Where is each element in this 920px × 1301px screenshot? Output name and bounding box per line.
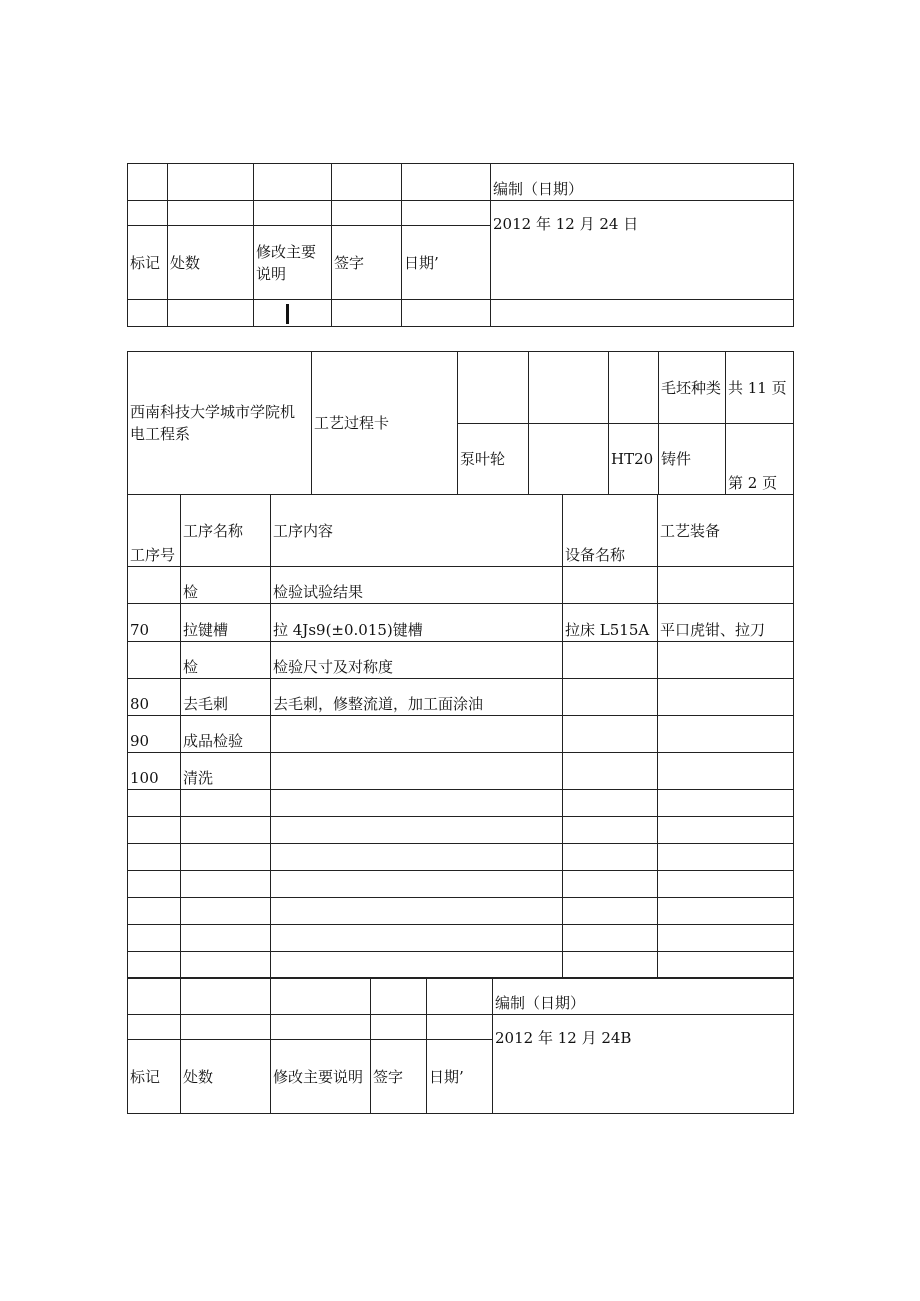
cell — [563, 844, 658, 871]
cell — [254, 164, 332, 201]
cell — [128, 898, 181, 925]
cell — [271, 844, 563, 871]
signoff-table-bottom — [127, 977, 794, 1114]
header-tooling: 工艺装备 — [658, 495, 794, 567]
op-content — [271, 716, 563, 753]
part-name: 泵叶轮 — [458, 424, 529, 495]
op-content: 检验尺寸及对称度 — [271, 642, 563, 679]
op-tooling — [658, 753, 794, 790]
card-title: 工艺过程卡 — [312, 352, 458, 495]
cell — [563, 790, 658, 817]
blank-type: 铸件 — [659, 424, 726, 495]
page-number: 第 2 页 — [726, 424, 794, 495]
cell — [168, 201, 254, 226]
cell — [563, 817, 658, 844]
op-equipment — [563, 642, 658, 679]
cell — [181, 817, 271, 844]
cell — [271, 1015, 371, 1040]
op-name: 清洗 — [181, 753, 271, 790]
header-signature: 签字 — [332, 226, 402, 300]
op-content — [271, 753, 563, 790]
cell — [181, 790, 271, 817]
op-no: 100 — [128, 753, 181, 790]
table-row — [128, 952, 794, 979]
compile-date-value: 2012 年 12 月 24B — [495, 1029, 632, 1047]
header-equipment: 设备名称 — [563, 495, 658, 567]
compile-date-label: 编制（日期） — [491, 164, 794, 201]
cell — [168, 300, 254, 327]
cell — [332, 164, 402, 201]
cell — [271, 817, 563, 844]
cell — [128, 1015, 181, 1040]
cell — [181, 925, 271, 952]
cell — [254, 300, 332, 327]
table-row — [128, 753, 794, 790]
op-tooling: 平口虎钳、拉刀 — [658, 604, 794, 642]
cell — [128, 790, 181, 817]
cell — [529, 352, 609, 424]
cell — [658, 790, 794, 817]
cell — [491, 300, 794, 327]
op-no: 70 — [128, 604, 181, 642]
table-row — [128, 817, 794, 844]
op-tooling — [658, 679, 794, 716]
op-name: 拉键槽 — [181, 604, 271, 642]
compile-date — [491, 201, 794, 300]
header-mark: 标记 — [128, 226, 168, 300]
cell — [128, 300, 168, 327]
table-row — [128, 642, 794, 679]
cell — [128, 871, 181, 898]
header-date: 日期’ — [402, 226, 491, 300]
cell — [563, 952, 658, 979]
cell — [371, 1015, 427, 1040]
header-signature: 签字 — [371, 1040, 427, 1114]
header-mark: 标记 — [128, 1040, 181, 1114]
header-date: 日期’ — [427, 1040, 493, 1114]
op-tooling — [658, 567, 794, 604]
op-tooling — [658, 642, 794, 679]
cell — [658, 844, 794, 871]
material: HT20 — [609, 424, 659, 495]
signoff-table-top — [127, 163, 794, 327]
cell — [181, 898, 271, 925]
header-op-name: 工序名称 — [181, 495, 271, 567]
cell — [402, 201, 491, 226]
cell — [563, 871, 658, 898]
total-pages: 共 11 页 — [726, 352, 794, 424]
header-count: 处数 — [168, 226, 254, 300]
cell — [658, 871, 794, 898]
cell — [181, 978, 271, 1015]
op-equipment: 拉床 L515A — [563, 604, 658, 642]
compile-date-label: 编制（日期） — [493, 978, 794, 1015]
cell — [271, 952, 563, 979]
header-op-content: 工序内容 — [271, 495, 563, 567]
op-no: 90 — [128, 716, 181, 753]
op-equipment — [563, 716, 658, 753]
process-table — [127, 494, 794, 979]
op-no — [128, 567, 181, 604]
cell — [271, 871, 563, 898]
op-name: 检 — [181, 642, 271, 679]
compile-date-value: 2012 年 12 月 24 日 — [493, 215, 639, 233]
cell — [529, 424, 609, 495]
cell — [563, 925, 658, 952]
table-row — [128, 567, 794, 604]
cell — [658, 952, 794, 979]
op-tooling — [658, 716, 794, 753]
compile-date — [493, 1015, 794, 1114]
op-name: 检 — [181, 567, 271, 604]
header-count: 处数 — [181, 1040, 271, 1114]
cell — [271, 898, 563, 925]
header-op-no: 工序号 — [128, 495, 181, 567]
cell — [332, 300, 402, 327]
cursor-mark-icon — [286, 304, 289, 324]
table-row — [128, 679, 794, 716]
op-name: 去毛刺 — [181, 679, 271, 716]
table-row — [128, 844, 794, 871]
table-row — [128, 604, 794, 642]
cell — [271, 978, 371, 1015]
op-content: 检验试验结果 — [271, 567, 563, 604]
cell — [128, 844, 181, 871]
cell — [563, 898, 658, 925]
cell — [371, 978, 427, 1015]
cell — [271, 790, 563, 817]
cell — [658, 925, 794, 952]
table-row — [128, 925, 794, 952]
op-equipment — [563, 679, 658, 716]
op-no — [128, 642, 181, 679]
cell — [658, 817, 794, 844]
cell — [181, 1015, 271, 1040]
school-name: 西南科技大学城市学院机电工程系 — [128, 352, 312, 495]
cell — [181, 952, 271, 979]
cell — [128, 952, 181, 979]
cell — [128, 817, 181, 844]
op-no: 80 — [128, 679, 181, 716]
op-content: 拉 4Js9(±0.015)键槽 — [271, 604, 563, 642]
cell — [332, 201, 402, 226]
header-change-note: 修改主要说明 — [271, 1040, 371, 1114]
cell — [402, 164, 491, 201]
op-equipment — [563, 753, 658, 790]
cell — [181, 871, 271, 898]
cell — [609, 352, 659, 424]
cell — [128, 978, 181, 1015]
cell — [254, 201, 332, 226]
cell — [128, 925, 181, 952]
blank-type-label: 毛坯种类 — [659, 352, 726, 424]
table-row — [128, 790, 794, 817]
header-change-note: 修改主要说明 — [254, 226, 332, 300]
process-card-header — [127, 351, 794, 495]
op-name: 成品检验 — [181, 716, 271, 753]
cell — [458, 352, 529, 424]
cell — [271, 925, 563, 952]
table-row — [128, 716, 794, 753]
cell — [402, 300, 491, 327]
table-row — [128, 871, 794, 898]
cell — [658, 898, 794, 925]
cell — [128, 201, 168, 226]
op-content: 去毛刺，修整流道，加工面涂油 — [271, 679, 563, 716]
cell — [181, 844, 271, 871]
table-row — [128, 898, 794, 925]
cell — [427, 978, 493, 1015]
cell — [427, 1015, 493, 1040]
cell — [128, 164, 168, 201]
cell — [168, 164, 254, 201]
op-equipment — [563, 567, 658, 604]
